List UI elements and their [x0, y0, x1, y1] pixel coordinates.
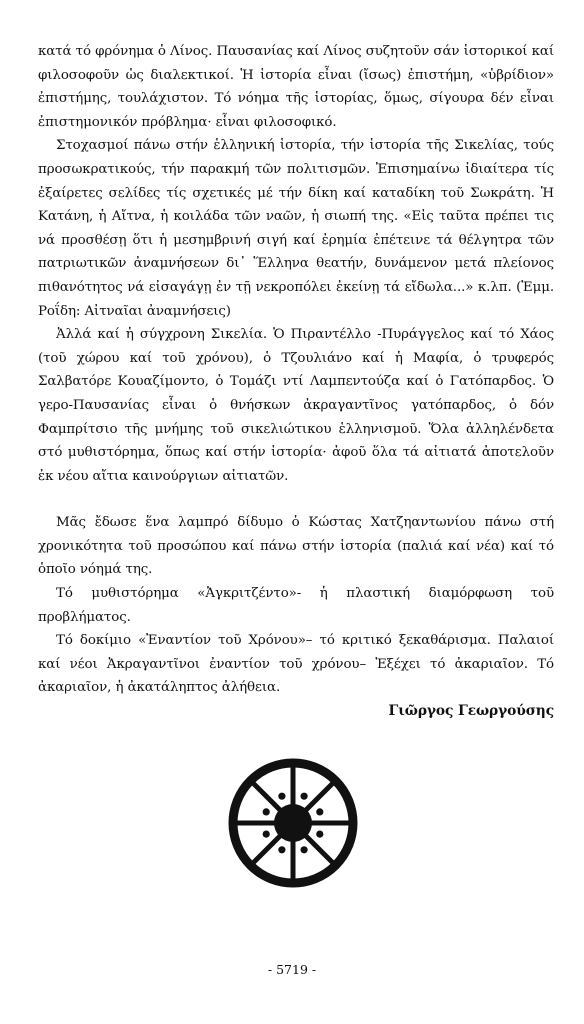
paragraph-4: Μᾶς ἔδωσε ἕνα λαμπρό δίδυμο ὁ Κώστας Χατζηαντωνίου πάνω στή χρονικότητα τοῦ προσώπου καί πάνω στήν ἱστορία (παλιά καί νέα) καί τό ὁποῖο νόημά της.: [38, 515, 554, 578]
emblem-dot: [316, 808, 323, 815]
emblem-dot: [300, 793, 307, 800]
page-number: - 5719 -: [267, 962, 317, 977]
paragraph-2: Στοχασμοί πάνω στήν ἑλληνική ἱστορία, τήν ἱστορία τῆς Σικελίας, τούς προσωκρατικούς, τήν παρακμή τῶν πολιτισμῶν. Ἐπισημαίνω ἰδιαίτερα τίς ἐξαίρετες σελίδες τίς σχετικές μέ τήν δίκη καί καταδίκη τοῦ Σωκράτη. Ἡ Κατάνη, ἡ Αἴτνα, ἡ κοιλάδα τῶν ναῶν, ἡ σιωπή της. «Εἰς ταῦτα πρέπει τις νά προσθέσῃ ὅτι ἡ μεσημβρινή σιγή καί ἐρημία ἐπέτεινε τά θέλγητρα τῶν πατριωτικῶν ἀναμνήσεων δι᾿ Ἕλληνα θεατήν, δυνάμενον μετά πλείονος πιθανότητος νά εἰσαγάγῃ ἐν τῇ νεκροπόλει ἐκείνῃ τά εἴδωλα...» κ.λπ. (Ἐμμ. Ροΐδη: Αἰτναῖαι ἀναμνήσεις): [38, 138, 554, 319]
emblem-spoke: [306, 836, 334, 864]
emblem-dot: [316, 830, 323, 837]
emblem-dot: [278, 793, 285, 800]
paragraph-3: Ἀλλά καί ἡ σύγχρονη Σικελία. Ὁ Πιραντέλλο -Πυράγγελος καί τό Χάος (τοῦ χώρου καί τοῦ χρόνου), ὁ Τζουλιάνο καί ἡ Μαφία, ὁ τρυφερός Σαλβατόρε Κουαζίμοντο, ὁ Τομάζι ντί Λαμπεντούζα καί ὁ Γατόπαρδος. Ὁ γερο-Παυσανίας εἶναι ὁ θνήσκων ἀκραγαντῖνος γατόπαρδος, ὁ δόν Φαμπρίτσιο τῆς μνήμης τοῦ σικελιώτικου ἑλληνισμοῦ. Ὅλα ἀλληλένδετα στό μυθιστόρημα, ὅπως καί στήν ἱστορία· ἀφοῦ ὅλα τά αἰτιατά ἀποτελοῦν ἐκ νέου αἴτια καινούργιων αἰτιατῶν.: [38, 327, 554, 484]
author-signature: Γιῶργος Γεωργούσης: [388, 703, 554, 720]
emblem-dot: [263, 830, 270, 837]
emblem-dot: [278, 846, 285, 853]
emblem-dot: [263, 808, 270, 815]
emblem-spoke: [306, 782, 334, 810]
paragraph-5: Τό μυθιστόρημα «Ἀγκριτζέντο»- ἡ πλαστική διαμόρφωση τοῦ προβλήματος.: [38, 586, 554, 625]
emblem-spoke: [252, 782, 280, 810]
emblem-dot: [300, 846, 307, 853]
emblem-spoke: [252, 836, 280, 864]
sun-wheel-ornament-icon: [226, 756, 360, 890]
paragraph-6: Τό δοκίμιο «Ἐναντίον τοῦ Χρόνου»– τό κριτικό ξεκαθάρισμα. Παλαιοί καί νέοι Ἀκραγαντῖνοι ἐναντίον τοῦ χρόνου– Ἐξέχει τό ἀκαριαῖον. Τό ἀκαριαῖον, ἡ ἀκατάληπτος ἀλήθεια.: [38, 633, 554, 696]
body-text: [38, 40, 554, 724]
paragraph-1: κατά τό φρόνημα ὁ Λίνος. Παυσανίας καί Λίνος συζητοῦν σάν ἱστορικοί καί φιλοσοφοῦν ὡς διαλεκτικοί. Ἡ ἱστορία εἶναι (ἴσως) ἐπιστήμη, «ὑβρίδιον» ἐπιστήμης, τουλάχιστον. Τό νόημα τῆς ἱστορίας, ὅμως, σίγουρα δέν εἶναι ἐπιστημονικόν πρόβλημα· εἶναι φιλοσοφικό.: [38, 44, 554, 130]
